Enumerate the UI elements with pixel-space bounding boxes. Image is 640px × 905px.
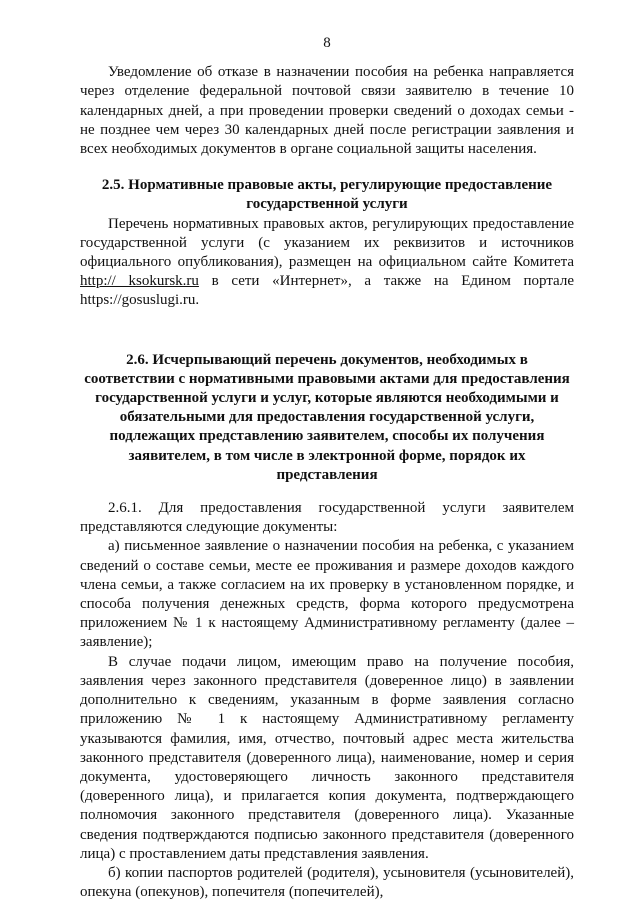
paragraph-refusal-notice: Уведомление об отказе в назначении пособия на ребенка направляется через отделение федеральной почтовой связи заявителю в течение 10 календарных дней, а при проведении проверки сведений о доходах семьи - не позднее чем через 30 календарных дней после регистрации заявления и всех необходимых документов в органе социальной защиты населения. — [80, 64, 574, 158]
section-2-5-heading: 2.5. Нормативные правовые акты, регулирующие предоставление государственной услуги — [101, 177, 553, 213]
paragraph-representative: В случае подачи лицом, имеющим право на получение пособия, заявления через законного представителя (доверенное лицо) в заявлении дополнительно к сведениям, указанным в форме заявления согласно приложению № 1 к настоящему Административному регламенту указываются фамилия, имя, отчество, почтовый адрес места жительства законного представителя (доверенного лица), наименование, номер и серия документа, удостоверяющего личность законного представителя (доверенного лица), и прилагается копия документа, подтверждающего полномочия законного представителя (доверенного лица). Указанные сведения подтверждаются подписью законного представителя (доверенного лица) с проставлением даты представления заявления. — [80, 653, 574, 862]
page-number: 8 — [323, 35, 331, 51]
paragraph-2-6-1: 2.6.1. Для предоставления государственной услуги заявителем представляются следующие документы: — [80, 500, 574, 536]
paragraph-item-b: б) копии паспортов родителей (родителя), усыновителя (усыновителей), опекуна (опекунов), попечителя (попечителей), — [80, 864, 574, 901]
legal-acts-text-end: в сети «Интернет», а также на Едином портале https://gosuslugi.ru. — [80, 273, 574, 309]
legal-acts-text: Перечень нормативных правовых актов, регулирующих предоставление государственной услуги (с указанием их реквизитов и источников официального опубликования), размещен на официальном сайте Комитета — [80, 215, 574, 271]
paragraph-item-a: а) письменное заявление о назначении пособия на ребенка, с указанием сведений о составе семьи, месте ее проживания и размере доходов каждого члена семьи, а также согласием на их проверку в установленном порядке, и способа получения денежных средств, форма которого предусмотрена приложением № 1 к настоящему Административному регламенту (далее – заявление); — [80, 538, 574, 651]
committee-site-link[interactable]: http:// ksokursk.ru — [80, 273, 199, 290]
section-2-6-heading: 2.6. Исчерпывающий перечень документов, необходимых в соответствии с нормативными правовыми актами для предоставления государственной услуги и услуг, которые являются необходимыми и обязательными для предоставления государственной услуги, подлежащих представлению заявителем, способы их получения заявителем, в том числе в электронной форме, порядок их представления — [84, 351, 570, 483]
paragraph-legal-acts — [80, 215, 574, 311]
